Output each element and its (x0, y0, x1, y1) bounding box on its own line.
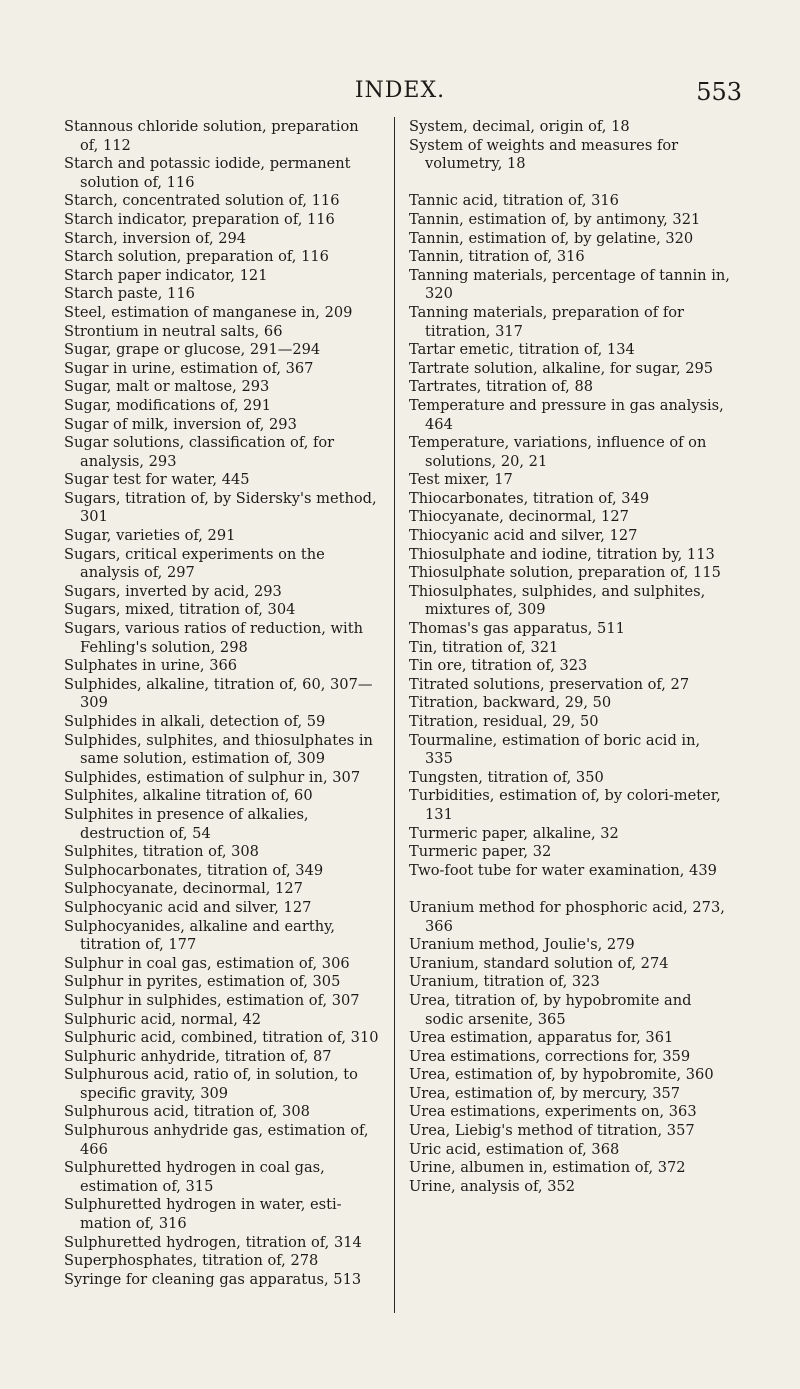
index-entry: Sulphocyanides, alkaline and earthy, titration of, 177 (64, 917, 336, 954)
index-entry: Urine, albumen in, estimation of, 372 (409, 1159, 686, 1177)
index-entry: Turbidities, estimation of, by colori-meter, 131 (409, 787, 721, 823)
index-entry: Sugars, various ratios of reduction, with Fehling's solution, 298 (64, 620, 363, 656)
index-entry: Sulphuric acid, normal, 42 (64, 1010, 262, 1028)
index-section-t (409, 192, 731, 880)
index-entry: Thiocyanate, decinormal, 127 (409, 508, 629, 526)
index-entry: Titration, backward, 29, 50 (409, 694, 612, 712)
index-entry: Tartrate solution, alkaline, for sugar, 295 (409, 359, 714, 377)
index-entry: Sulphides, sulphites, and thiosulphates in same solution, estimation of, 309 (64, 731, 373, 768)
index-entry: Syringe for cleaning gas apparatus, 513 (64, 1270, 362, 1288)
index-entry: System, decimal, origin of, 18 (409, 118, 630, 135)
index-entry: Sugars, mixed, titration of, 304 (64, 601, 296, 619)
column-divider (394, 117, 395, 1313)
index-entry: Sugar, varieties of, 291 (64, 527, 236, 545)
index-entry: Sulphides in alkali, detection of, 59 (64, 713, 326, 730)
index-entry: Tanning materials, preparation of for titration, 317 (409, 303, 684, 340)
index-entry: Tartrates, titration of, 88 (409, 378, 594, 396)
index-entry: Urea, estimation of, by hypobromite, 360 (409, 1066, 714, 1084)
index-entry: Urea, Liebig's method of titration, 357 (409, 1122, 695, 1140)
page-number: 553 (696, 78, 742, 106)
index-entry: Sulphuretted hydrogen in water, esti-mation of, 316 (64, 1196, 342, 1233)
index-entry: Thiosulphate and iodine, titration by, 113 (409, 545, 715, 563)
index-entry: Sulphites in presence of alkalies, destruction of, 54 (64, 805, 309, 842)
index-entry: Thiocyanic acid and silver, 127 (409, 527, 638, 545)
index-entry: Uranium method, Joulie's, 279 (409, 936, 635, 954)
index-entry: Thiocarbonates, titration of, 349 (409, 489, 650, 507)
index-entry: Sugar test for water, 445 (64, 471, 250, 489)
index-entry: Tungsten, titration of, 350 (409, 768, 604, 786)
index-entry: Tin ore, titration of, 323 (409, 657, 588, 675)
index-entry: Urea, titration of, by hypobromite and sodic arsenite, 365 (409, 991, 692, 1028)
index-entry: Tin, titration of, 321 (409, 638, 559, 656)
index-entry: Sulphuretted hydrogen in coal gas, estimation of, 315 (64, 1159, 325, 1195)
index-entry: Starch paper indicator, 121 (64, 266, 268, 284)
index-entry: Starch, inversion of, 294 (64, 229, 247, 247)
index-entry: Turmeric paper, 32 (409, 843, 552, 861)
index-entry: Sulphides, estimation of sulphur in, 307 (64, 768, 361, 786)
page-title: INDEX. (354, 78, 446, 103)
index-entry: Sugar, malt or maltose, 293 (64, 378, 270, 396)
index-entry: Thiosulphate solution, preparation of, 115 (409, 564, 721, 582)
index-entry: Sugars, inverted by acid, 293 (64, 582, 282, 600)
index-entry: Sulphuric acid, combined, titration of, 310 (64, 1029, 379, 1047)
index-entry: Titrated solutions, preservation of, 27 (409, 675, 690, 693)
page-header (0, 78, 800, 108)
index-entry: Sulphur in coal gas, estimation of, 306 (64, 954, 350, 972)
index-entry: Uranium, titration of, 323 (409, 973, 600, 991)
index-entry: Test mixer, 17 (409, 471, 513, 489)
index-entry: Sulphurous anhydride gas, estimation of, 466 (64, 1122, 369, 1158)
index-entry: Sulphurous acid, titration of, 308 (64, 1103, 310, 1121)
index-entry: Sugar solutions, classification of, for analysis, 293 (64, 434, 335, 470)
index-entry: Sulphur in pyrites, estimation of, 305 (64, 973, 341, 991)
index-entry: Sugars, critical experiments on the analysis of, 297 (64, 545, 325, 582)
index-entry: Sulphocyanate, decinormal, 127 (64, 880, 303, 898)
index-entry: System of weights and measures for volumetry, 18 (409, 136, 679, 173)
index-entry: Sugar in urine, estimation of, 367 (64, 359, 314, 377)
section-gap (409, 880, 731, 899)
index-entry: Temperature and pressure in gas analysis, 464 (409, 396, 724, 433)
index-entry: Sulphuric anhydride, titration of, 87 (64, 1047, 332, 1065)
index-entry: Uranium method for phosphoric acid, 273, 366 (409, 898, 725, 935)
index-entry: Two-foot tube for water examination, 439 (409, 861, 717, 879)
index-entry: Thiosulphates, sulphides, and sulphites, mixtures of, 309 (409, 582, 706, 619)
index-entry: Tannin, estimation of, by antimony, 321 (409, 210, 701, 228)
index-entry: Turmeric paper, alkaline, 32 (409, 824, 619, 842)
index-entry: Tartar emetic, titration of, 134 (409, 341, 635, 359)
index-entry: Uric acid, estimation of, 368 (409, 1140, 620, 1158)
index-entry: Sulphocyanic acid and silver, 127 (64, 898, 312, 916)
index-entry: Tourmaline, estimation of boric acid in, 335 (409, 731, 701, 768)
index-entry: Sugar, modifications of, 291 (64, 396, 271, 414)
index-entry: Sulphuretted hydrogen, titration of, 314 (64, 1233, 362, 1251)
index-entry: Sulphites, alkaline titration of, 60 (64, 787, 313, 805)
index-entry: Temperature, variations, influence of on solutions, 20, 21 (409, 434, 707, 470)
index-column-left (64, 118, 380, 1289)
index-entry: Sulphides, alkaline, titration of, 60, 307—309 (64, 675, 373, 712)
index-entry: Tanning materials, percentage of tannin in, 320 (409, 266, 730, 303)
index-entry: Starch indicator, preparation of, 116 (64, 210, 335, 228)
index-column-right (409, 118, 731, 1196)
index-entry: Tannin, estimation of, by gelatine, 320 (409, 229, 694, 247)
index-entry: Urea estimations, experiments on, 363 (409, 1103, 697, 1121)
index-entry: Sulphates in urine, 366 (64, 657, 238, 675)
index-entry: Sugars, titration of, by Sidersky's method, 301 (64, 489, 377, 526)
index-entry: Starch, concentrated solution of, 116 (64, 192, 340, 210)
index-entry: Starch solution, preparation of, 116 (64, 248, 329, 266)
index-entry: Starch paste, 116 (64, 285, 195, 303)
index-entry: Strontium in neutral salts, 66 (64, 322, 283, 340)
index-section-s (409, 118, 731, 174)
index-entry: Sugar of milk, inversion of, 293 (64, 415, 297, 433)
index-entry: Urea estimations, corrections for, 359 (409, 1047, 691, 1065)
index-entry: Superphosphates, titration of, 278 (64, 1252, 319, 1270)
index-entry: Urea estimation, apparatus for, 361 (409, 1029, 674, 1047)
index-entry: Tannin, titration of, 316 (409, 248, 585, 266)
index-entry: Sulphites, titration of, 308 (64, 843, 259, 861)
index-entry: Steel, estimation of manganese in, 209 (64, 303, 353, 321)
index-entry: Titration, residual, 29, 50 (409, 713, 599, 730)
index-entry: Stannous chloride solution, preparation of, 112 (64, 118, 359, 154)
index-entry: Thomas's gas apparatus, 511 (409, 620, 625, 638)
index-entry: Starch and potassic iodide, permanent solution of, 116 (64, 155, 351, 191)
index-section-u (409, 899, 731, 1197)
index-entry: Urine, analysis of, 352 (409, 1177, 576, 1195)
index-entry: Sulphur in sulphides, estimation of, 307 (64, 991, 360, 1009)
index-entry: Tannic acid, titration of, 316 (409, 192, 619, 210)
index-entry: Sugar, grape or glucose, 291—294 (64, 341, 321, 359)
index-entry: Uranium, standard solution of, 274 (409, 954, 669, 972)
section-gap (409, 174, 731, 193)
index-entry: Sulphurous acid, ratio of, in solution, to specific gravity, 309 (64, 1066, 358, 1102)
index-entry: Sulphocarbonates, titration of, 349 (64, 861, 324, 879)
index-entry: Urea, estimation of, by mercury, 357 (409, 1084, 681, 1102)
